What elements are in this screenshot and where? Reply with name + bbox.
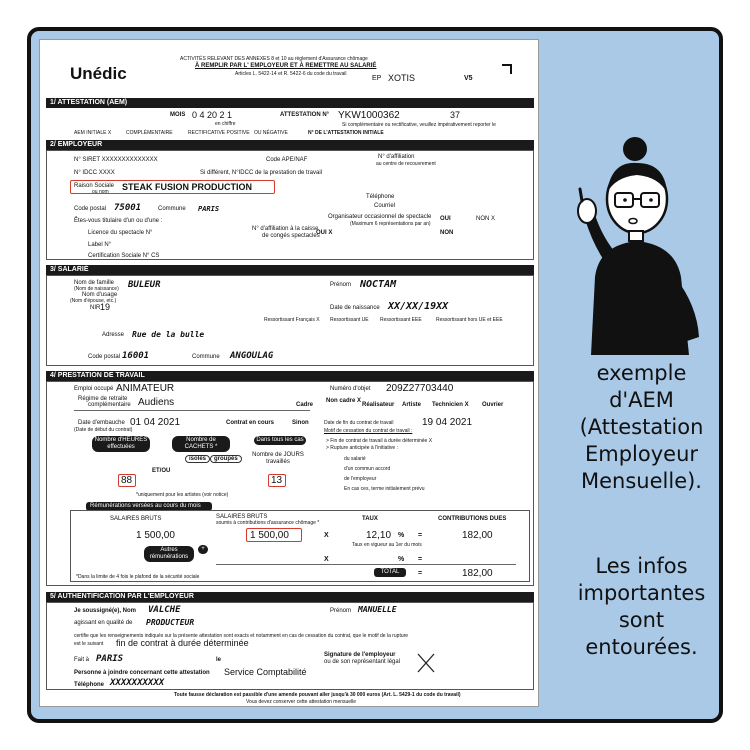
certifie: certifie que les renseignements indiqués sur la présente attestation sont exacts et notamment en cas de cessation du contrat, que le motif de la rupture [74, 633, 409, 639]
side-line-9: sont [618, 608, 665, 632]
fait-a-label: Fait à [74, 657, 90, 663]
siret: N° SIRET XXXXXXXXXXXXXX [74, 157, 158, 163]
emploi-label: Emploi occupé [74, 386, 114, 392]
representant-label: ou de son représentant légal [324, 659, 401, 665]
taux-sub: Taux en vigueur au 1er du mois [352, 542, 422, 548]
artiste: Artiste [402, 402, 422, 408]
regime-label: Régime de retraite [78, 396, 128, 402]
nir-value: 19 [100, 302, 111, 312]
attestation-label: ATTESTATION N° [280, 112, 330, 118]
joindre-label: Personne à joindre concernant cette attestation [74, 670, 210, 676]
prenom-employeur-label: Prénom [330, 608, 352, 614]
fin-label: Date de fin du contrat de travail [324, 420, 394, 426]
motif-cdd: > Fin de contrat de travail à durée déterminée X [326, 438, 433, 444]
unedic-logo: Unédic [70, 64, 127, 83]
idcc-different: Si différent, N°IDCC de la prestation de travail [200, 170, 323, 176]
section-3-title: 3/ SALARIÉ [46, 265, 534, 275]
percent-2: % [398, 556, 405, 563]
jours-value: 13 [271, 475, 283, 486]
autres-remunerations: Autres rémunérations [144, 546, 194, 562]
organisateur: Organisateur occasionnel de spectacle [328, 214, 432, 220]
telephone-label: Téléphone [366, 194, 395, 200]
cp-value: 75001 [114, 203, 142, 213]
comp-note: Si complémentaire ou rectificative, veuillez impérativement reporter le [342, 122, 496, 128]
side-line-1: Voici un [600, 334, 683, 358]
affil-caisse: N° d'affiliation à la caisse [252, 226, 319, 232]
sinon: Sinon [292, 420, 309, 426]
dans-tous-cas-pill: Dans tous les cas [254, 436, 306, 445]
commune-salarie-label: Commune [192, 354, 220, 360]
multiply-1: X [324, 532, 329, 539]
taux-header: TAUX [362, 516, 378, 522]
aem-initiale: AEM INITIALE X [74, 130, 112, 136]
plus-sign: + [198, 545, 208, 554]
naissance-value: XX/XX/19XX [388, 301, 449, 312]
embauche-value: 01 04 2021 [130, 417, 181, 428]
prenom-label: Prénom [330, 282, 352, 288]
motif-terme: En cas ces, terme initialement prévu [344, 486, 425, 492]
ep-value: XOTIS [388, 73, 416, 83]
header-line-1: ACTIVITÉS RELEVANT DES ANNEXES 8 et 10 au règlement d'Assurance chômage [180, 56, 368, 62]
telephone-employeur-value: XXXXXXXXXX [110, 678, 165, 688]
certification: Certification Sociale N° CS [88, 253, 160, 259]
conges-oui: OUI X [316, 230, 333, 236]
footer-line-2: Vous devez conserver cette attestation mensuelle [246, 699, 357, 705]
soussigne-label: Je soussigné(e), Nom [74, 608, 137, 614]
signature-cross [416, 652, 436, 674]
equals-3: = [418, 570, 423, 577]
total-value: 182,00 [462, 568, 493, 579]
naissance-label: Date de naissance [330, 305, 380, 311]
uniquement-artistes: *uniquement pour les artistes (voir notice) [136, 492, 229, 498]
le-label: le [216, 657, 222, 663]
objet-value: 209Z27703440 [386, 383, 454, 394]
ou-negative: OU NÉGATIVE [254, 130, 288, 136]
header-line-3: Articles L. 5422-14 et R. 5422-6 du code du travail [235, 71, 347, 77]
side-line-10: entourées. [585, 635, 698, 659]
motif-employeur: de l'employeur [344, 476, 377, 482]
commune-label: Commune [158, 206, 186, 212]
brut-value: 1 500,00 [136, 530, 175, 541]
en-chiffre: en chiffre [215, 121, 236, 127]
motif-rupture: > Rupture anticipée à l'initiative : [326, 445, 398, 451]
side-text-note [559, 553, 723, 661]
multiply-2: X [324, 556, 329, 563]
attestation-value: YKW1000362 [338, 110, 400, 121]
character-illustration [571, 127, 721, 357]
motif-title: Motif de cessation du contrat de travail : [324, 428, 413, 434]
percent-1: % [398, 532, 405, 539]
ressortissant-ue: Ressortissant UE [330, 317, 369, 323]
conges-spectacles: de congés spectacles [262, 233, 320, 239]
adresse-label: Adresse [102, 332, 125, 338]
label-num: Label N° [88, 242, 112, 248]
commune-salarie-value: ANGOULAG [230, 351, 274, 361]
prenom-employeur-value: MANUELLE [358, 605, 397, 614]
fait-a-value: PARIS [96, 654, 124, 664]
total-pill: TOTAL [374, 568, 406, 577]
ouvrier: Ouvrier [482, 402, 504, 408]
cp-salarie-value: 16001 [122, 351, 150, 361]
et-ou: ET/OU [152, 468, 171, 474]
cachets-pill: Nombre de CACHETS * [172, 436, 230, 452]
section-4-title: 4/ PRESTATION DE TRAVAIL [46, 371, 534, 381]
max-6: (Maximum 6 représentations par an) [350, 221, 431, 227]
usage-sub: (Nom d'épouse, etc.) [70, 298, 117, 304]
non-cadre: Non cadre X [326, 398, 362, 404]
soumis-contributions: soumis à contributions d'assurance chômage * [216, 520, 320, 526]
ressortissant-fr: Ressortissant Français X [264, 317, 320, 323]
signature-label: Signature de l'employeur [324, 652, 396, 658]
nom-value: BULEUR [128, 280, 161, 290]
nom-sub: (Nom de naissance) [74, 286, 119, 292]
prenom-value: NOCTAM [360, 279, 397, 290]
raison-sociale-ou-nom: ou nom [92, 189, 109, 195]
footer-line-1: Toute fausse déclaration est passible d'une amende pouvant aller jusqu'à 30 000 euros (Art. L. 5429-1 du code du travail) [174, 692, 461, 698]
section-5-title: 5/ AUTHENTIFICATION PAR L'EMPLOYEUR [46, 592, 534, 602]
header-line-2: À REMPLIR PAR L' EMPLOYEUR ET À REMETTRE AU SALARIÉ [195, 63, 377, 69]
side-line-4: (Attestation [579, 415, 704, 439]
version-label: V5 [464, 75, 473, 82]
motif-salarie: du salarié [344, 456, 366, 462]
telephone-employeur-label: Téléphone [74, 682, 105, 688]
aem-form [39, 39, 539, 707]
raison-sociale-value: STEAK FUSION PRODUCTION [122, 182, 253, 192]
qualite-value: PRODUCTEUR [146, 618, 195, 627]
embauche-label: Date d'embauche [78, 420, 125, 426]
motif-commun: d'un commun accord [344, 466, 391, 472]
ep-label: EP [372, 75, 382, 82]
organisateur-oui: OUI [440, 216, 451, 222]
suivant-value: fin de contrat à durée déterminée [116, 638, 249, 648]
isoles: isolés [185, 455, 210, 463]
soumis-value: 1 500,00 [250, 530, 289, 541]
complementaire: COMPLÉMENTAIRE [126, 130, 173, 136]
contributions-header: CONTRIBUTIONS DUES [438, 516, 507, 522]
remuneration-title: Rémunérations versées au cours du mois [86, 502, 212, 511]
ressortissant-hors: Ressortissant hors UE et EEE [436, 317, 503, 323]
cp-salarie-label: Code postal [88, 354, 121, 360]
regime-line [74, 410, 310, 411]
section-1-title: 1/ ATTESTATION (AEM) [46, 98, 534, 108]
num-initiale: N° DE L'ATTESTATION INITIALE [308, 130, 384, 136]
jours-label: Nombre de JOURS travaillés [252, 452, 304, 465]
side-line-8: importantes [577, 581, 706, 605]
section-2-title: 2/ EMPLOYEUR [46, 140, 534, 150]
corner-mark [502, 64, 512, 74]
realisateur: Réalisateur [362, 402, 395, 408]
comic-panel [27, 27, 723, 723]
equals-2: = [418, 556, 423, 563]
emploi-value: ANIMATEUR [116, 383, 175, 394]
courriel-label: Courriel [374, 203, 396, 209]
mois-label: MOIS [170, 112, 186, 118]
raison-sociale-label: Raison Sociale [74, 183, 115, 189]
attestation-number: 37 [450, 110, 461, 120]
side-line-6: Mensuelle). [581, 469, 702, 493]
conges-non: NON [440, 230, 454, 236]
soussigne-value: VALCHE [148, 605, 181, 615]
titulaire: Êtes-vous titulaire d'un ou d'une : [74, 218, 163, 224]
groupes: groupés [210, 455, 242, 463]
side-text-intro [559, 333, 723, 495]
rectificative-positive: RECTIFICATIVE POSITIVE [188, 130, 250, 136]
nom-label: Nom de famille [74, 280, 115, 286]
total-line [216, 564, 516, 565]
equals-1: = [418, 532, 423, 539]
affiliation-centre: au centre de recouvrement [376, 161, 436, 167]
heures-value: 88 [121, 475, 133, 486]
technicien: Technicien X [432, 402, 469, 408]
qualite-label: agissant en qualité de [74, 620, 133, 626]
fin-value: 19 04 2021 [422, 417, 473, 428]
affiliation: N° d'affiliation [378, 154, 415, 160]
side-line-7: Les infos [595, 554, 688, 578]
side-line-3: d'AEM [609, 388, 674, 412]
cadre: Cadre [296, 402, 314, 408]
commune-value: PARIS [198, 205, 220, 213]
mois-value: 0 4 20 2 1 [192, 110, 233, 120]
plafond-note: *Dans la limite de 4 fois le plafond de la sécurité sociale [76, 574, 200, 580]
regime-value: Audiens [138, 397, 175, 408]
side-line-5: Employeur [584, 442, 699, 466]
contrib-value: 182,00 [462, 530, 493, 541]
ressortissant-eee: Ressortissant EEE [380, 317, 422, 323]
usage-label: Nom d'usage [82, 292, 118, 298]
cp-label: Code postal [74, 206, 107, 212]
embauche-sub: (Date de début du contrat) [74, 427, 133, 433]
ape-naf: Code APE/NAF [266, 157, 308, 163]
objet-label: Numéro d'objet [330, 386, 371, 392]
side-line-2: exemple [596, 361, 687, 385]
joindre-value: Service Comptabilité [224, 667, 307, 677]
salaires-bruts-soumis: SALAIRES BRUTS [216, 514, 268, 520]
est-le-suivant: est le suivant [74, 641, 104, 647]
regime-sub: complémentaire [88, 402, 131, 408]
licence: Licence du spectacle N° [88, 230, 153, 236]
contrat-en-cours: Contrat en cours [226, 420, 275, 426]
adresse-value: Rue de la bulle [132, 330, 205, 339]
salaires-bruts: SALAIRES BRUTS [110, 516, 162, 522]
nir-label: NIR [90, 305, 101, 311]
idcc: N° IDCC XXXX [74, 170, 115, 176]
heures-pill: Nombre d'HEURES effectuées [92, 436, 150, 452]
taux-value: 12,10 [366, 530, 392, 541]
organisateur-non: NON X [476, 216, 496, 222]
